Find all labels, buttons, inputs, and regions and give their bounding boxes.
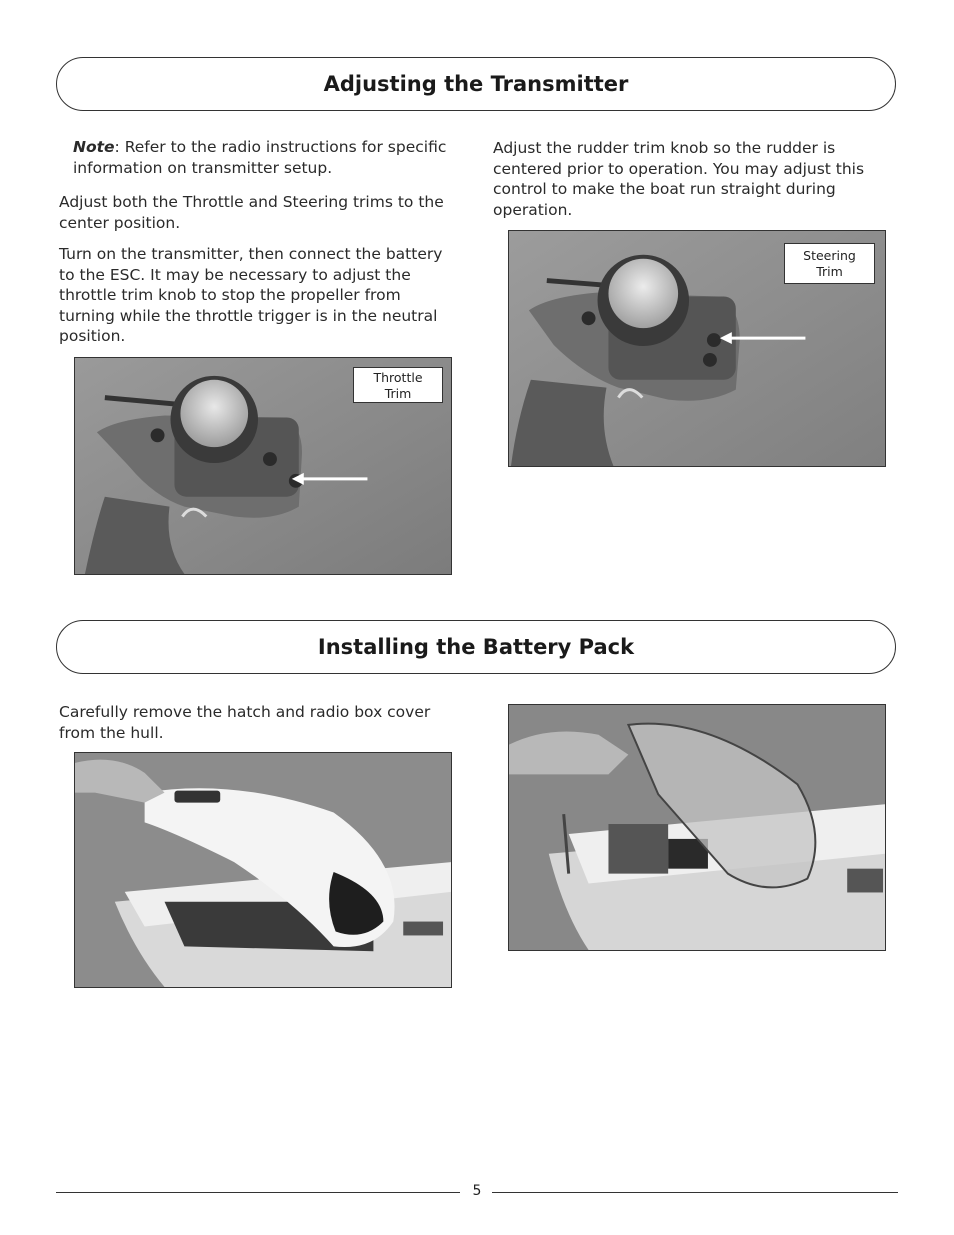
note-text: : Refer to the radio instructions for specific information on transmitter setup.	[73, 138, 447, 177]
section-title-transmitter	[56, 57, 896, 111]
throttle-trim-line2: Trim	[384, 386, 412, 401]
remove-hatch-paragraph: Carefully remove the hatch and radio box cover from the hull.	[59, 703, 431, 742]
footer-rule-right	[492, 1192, 898, 1193]
trim-center-paragraph: Adjust both the Throttle and Steering trims to the center position.	[59, 193, 444, 232]
boat-illustration	[509, 705, 885, 950]
section-title-text: Adjusting the Transmitter	[323, 72, 629, 96]
steering-trim-line2: Trim	[816, 264, 843, 279]
footer-rule-left	[56, 1192, 460, 1193]
steering-trim-line1: Steering	[803, 248, 856, 263]
radio-box-cover-photo	[508, 704, 886, 951]
section-title-text: Installing the Battery Pack	[317, 635, 635, 659]
note-paragraph	[73, 137, 453, 178]
boat-illustration	[75, 753, 451, 987]
section-title-battery	[56, 620, 896, 674]
boat-hatch-photo	[74, 752, 452, 988]
rudder-trim-paragraph: Adjust the rudder trim knob so the rudder is centered prior to operation. You may adjust this control to make the boat run straight during operation.	[493, 139, 865, 219]
throttle-trim-paragraph: Turn on the transmitter, then connect the battery to the ESC. It may be necessary to adjust the throttle trim knob to stop the propeller from turning while the throttle trigger is in the neutral position.	[59, 245, 443, 345]
throttle-trim-callout	[353, 367, 443, 403]
note-label: Note	[73, 138, 115, 156]
page-number: 5	[472, 1183, 482, 1199]
steering-trim-callout	[784, 243, 875, 284]
throttle-trim-line1: Throttle	[373, 370, 423, 385]
